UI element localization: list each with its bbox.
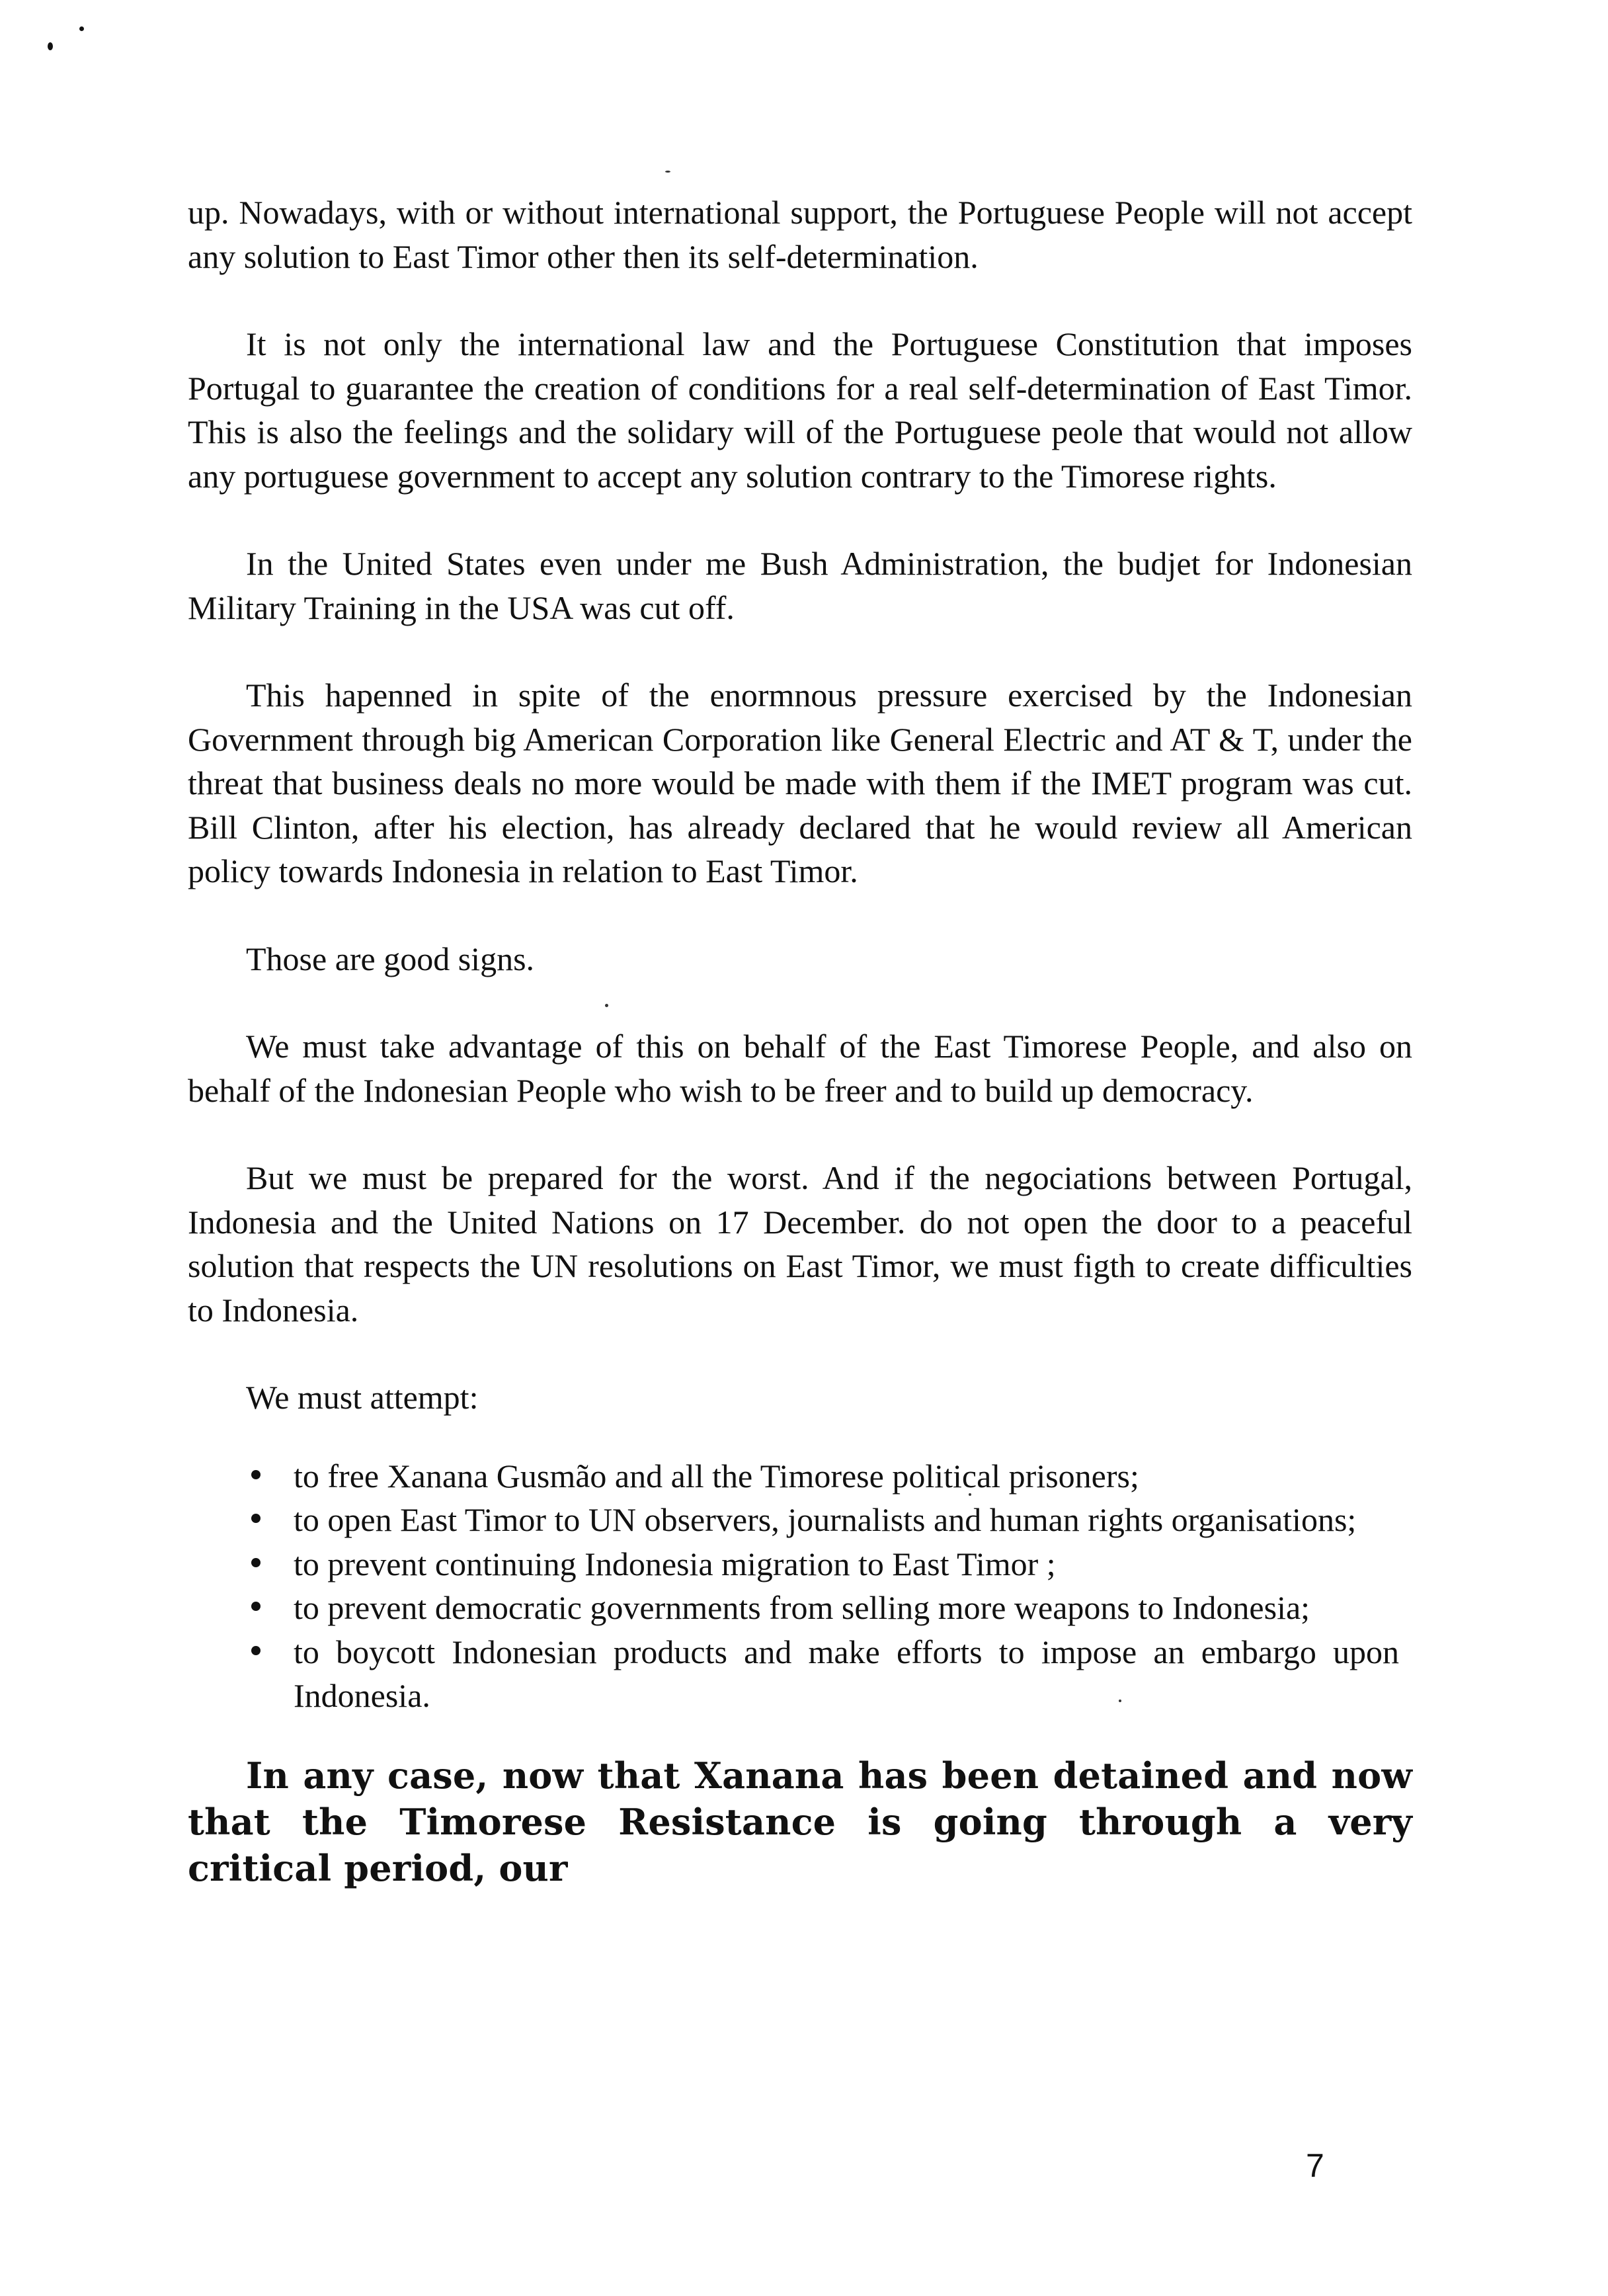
list-item-text: to prevent continuing Indonesia migration to East Timor ;	[294, 1545, 1056, 1582]
scan-speck	[79, 26, 84, 31]
closing-paragraph: In any case, now that Xanana has been detained and now that the Timorese Resistance is going through a very critical period, our	[188, 1754, 1412, 1889]
paragraph: Those are good signs.	[246, 940, 535, 977]
list-item	[188, 1586, 1412, 1630]
list-item	[188, 1630, 1412, 1718]
bullet-icon	[251, 1470, 261, 1479]
paragraph: up. Nowadays, with or without international support, the Portuguese People will not accept any solution to East Timor other then its self-determination.	[188, 194, 1412, 275]
bullet-icon	[251, 1602, 261, 1611]
list-item-text: to prevent democratic governments from selling more weapons to Indonesia;	[294, 1589, 1310, 1626]
scan-speck	[665, 171, 670, 173]
list-item-text: to free Xanana Gusmão and all the Timorese political prisoners;	[294, 1457, 1139, 1495]
page-number: 7	[1306, 2147, 1324, 2184]
paragraph: We must take advantage of this on behalf of the East Timorese People, and also on behalf of the Indonesian People who wish to be freer and to build up democracy.	[188, 1028, 1412, 1109]
scan-specks	[40, 20, 93, 60]
list-item-text: to open East Timor to UN observers, journalists and human rights organisations;	[294, 1501, 1357, 1538]
paragraph: We must attempt:	[246, 1379, 479, 1416]
scan-speck	[48, 42, 53, 50]
body-text	[188, 190, 1412, 1891]
list-item-text: to boycott Indonesian products and make efforts to impose an embargo upon Indonesia.	[294, 1633, 1399, 1714]
paragraph: In the United States even under me Bush Administration, the budjet for Indonesian Military Training in the USA was cut off.	[188, 545, 1412, 626]
list-item	[188, 1498, 1412, 1542]
bullet-icon	[251, 1558, 261, 1567]
bullet-icon	[251, 1514, 261, 1523]
bullet-icon	[251, 1646, 261, 1655]
paragraph: But we must be prepared for the worst. And if the negociations between Portugal, Indonesia and the United Nations on 17 December. do not open the door to a peaceful solution that respects the UN resolutions on East Timor, we must figth to create difficulties to Indonesia.	[188, 1159, 1412, 1329]
paragraph: It is not only the international law and the Portuguese Constitution that imposes Portugal to guarantee the creation of conditions for a real self-determination of East Timor. This is also the feelings and the solidary will of the Portuguese peole that would not allow any portuguese government to accept any solution contrary to the Timorese rights.	[188, 325, 1412, 495]
bullet-list	[188, 1454, 1412, 1718]
paragraph: This hapenned in spite of the enormnous pressure exercised by the Indonesian Government through big American Corporation like General Electric and AT & T, under the threat that business deals no more would be made with them if the IMET program was cut. Bill Clinton, after his election, has already declared that he would review all American policy towards Indonesia in relation to East Timor.	[188, 676, 1412, 889]
list-item	[188, 1454, 1412, 1498]
list-item	[188, 1542, 1412, 1586]
